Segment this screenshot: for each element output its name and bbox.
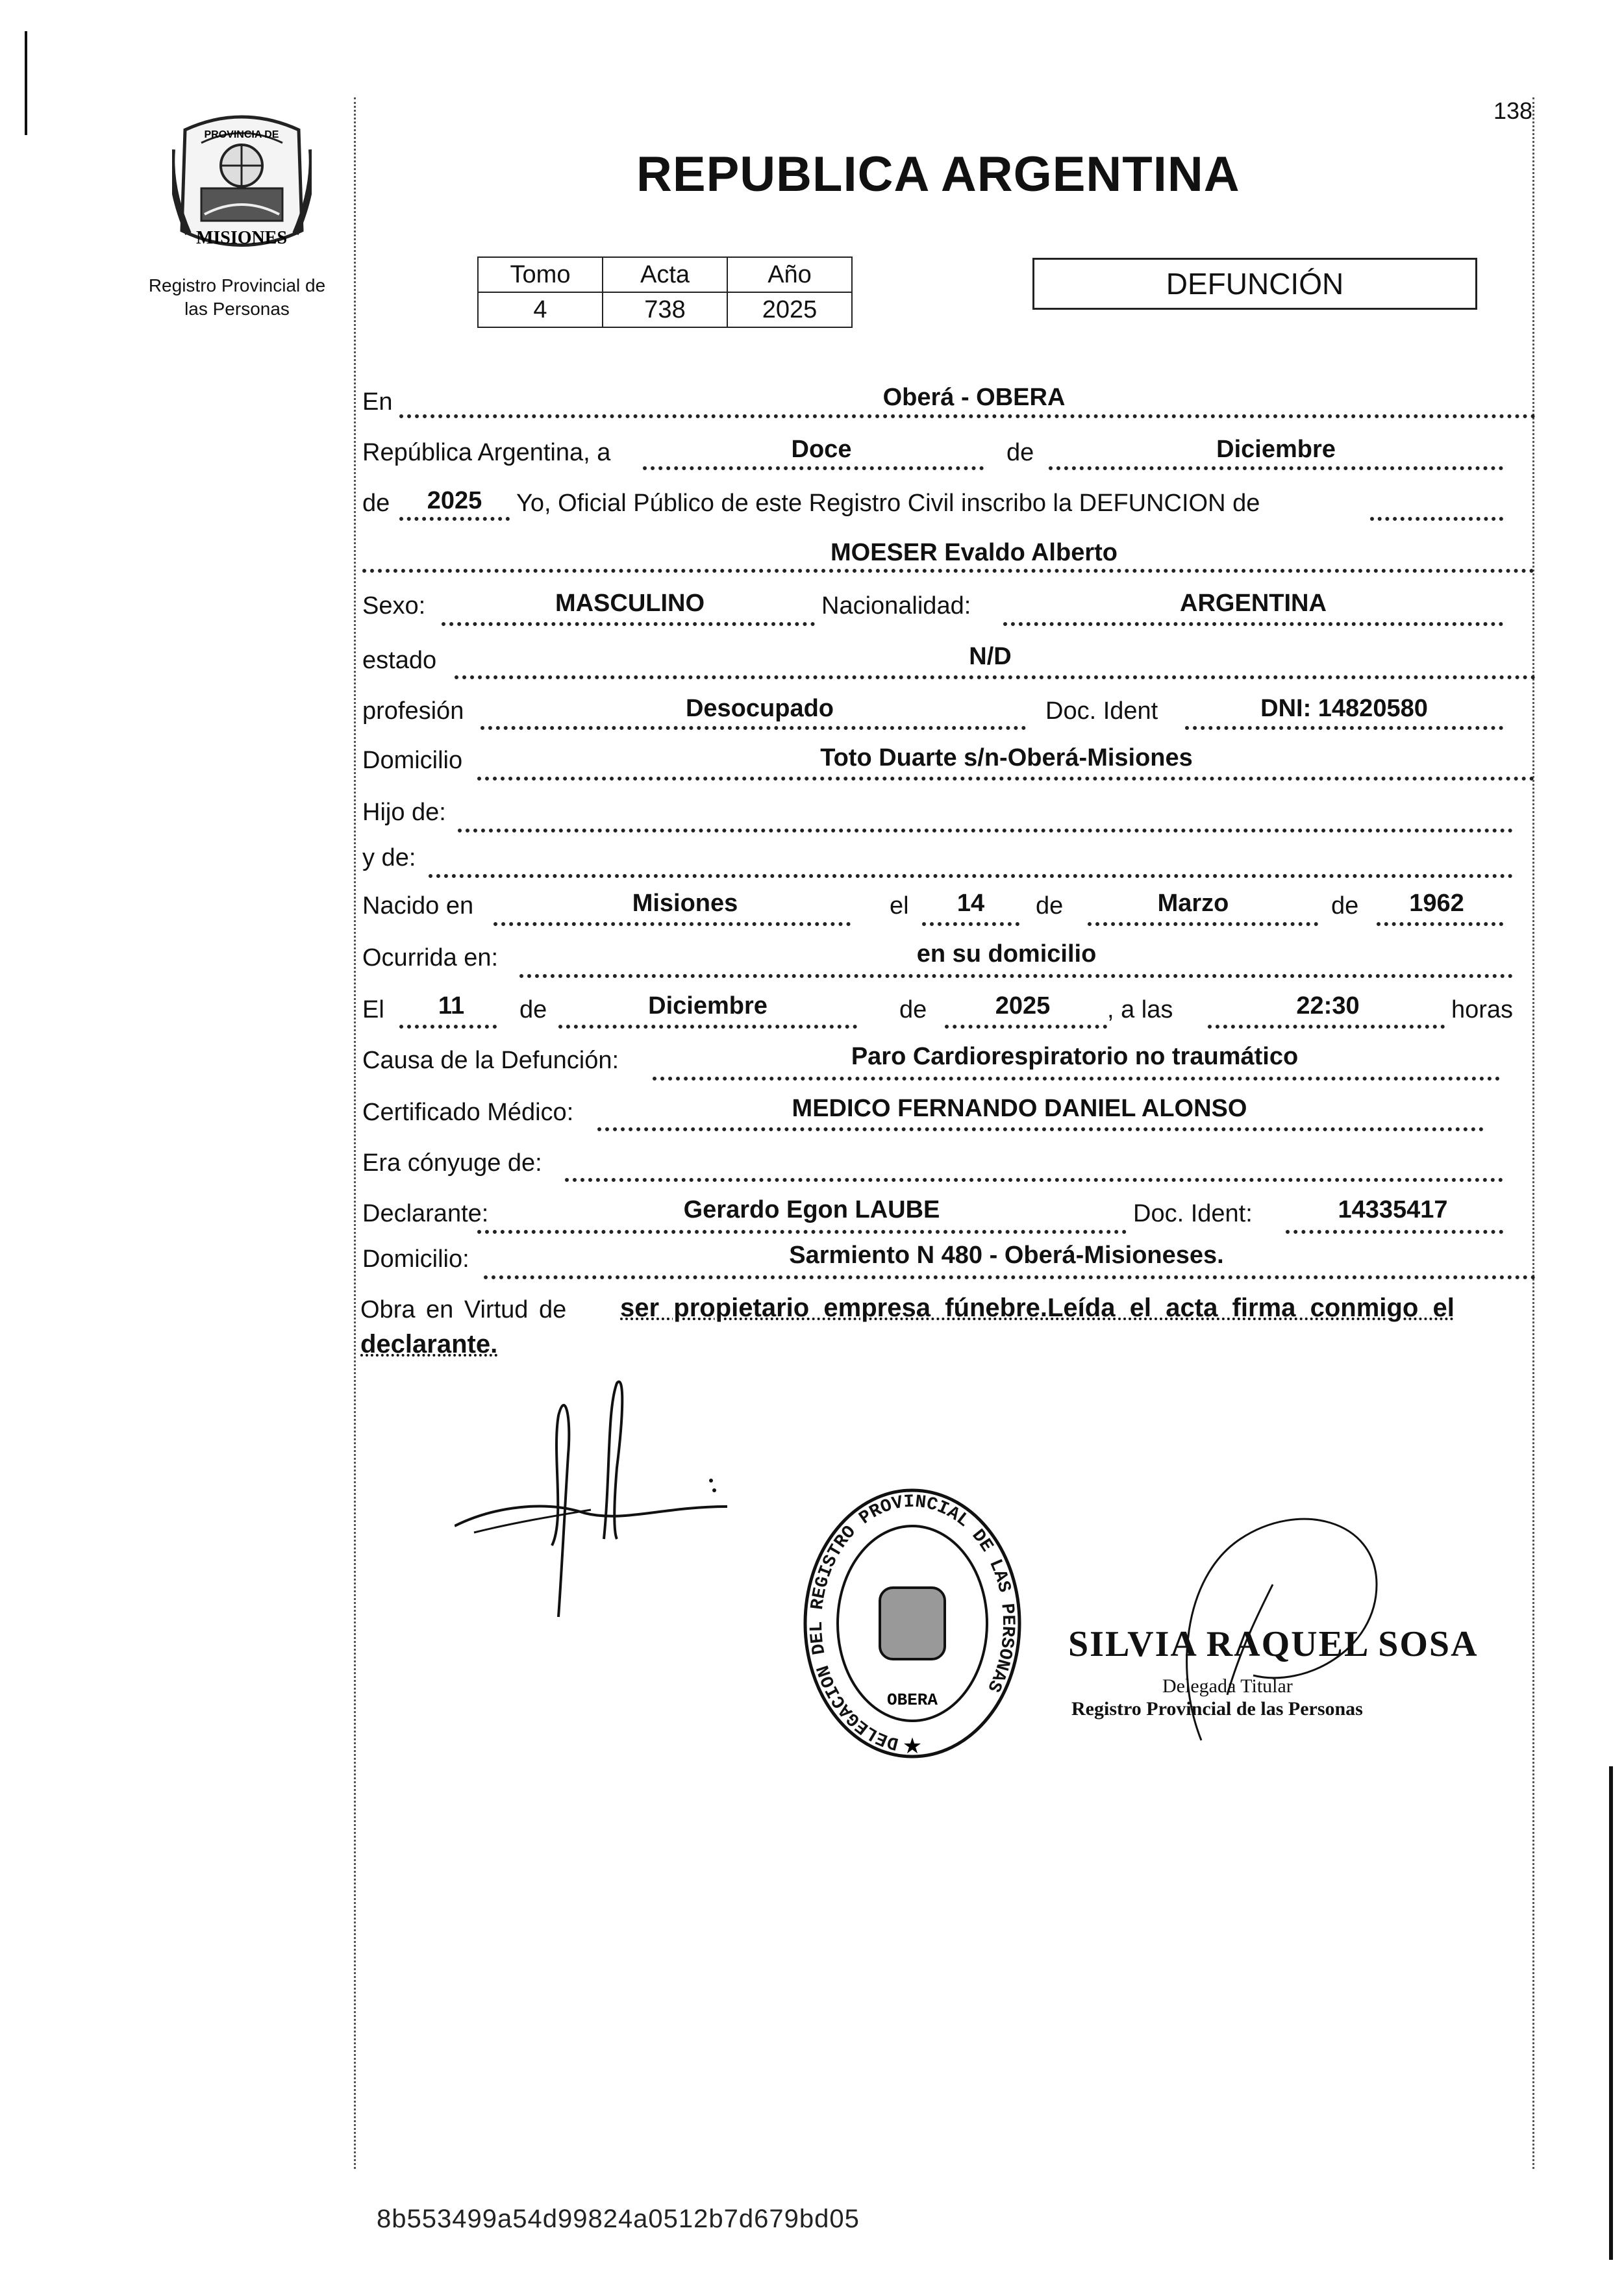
hijo-label: Hijo de:: [362, 799, 446, 826]
de-label: de: [1006, 439, 1034, 466]
nacionalidad-value: ARGENTINA: [1180, 590, 1327, 617]
birth-year-value: 1962: [1409, 890, 1464, 917]
death-day-line: [399, 1025, 497, 1029]
death-month-value: Diciembre: [648, 992, 768, 1020]
day-line: [643, 466, 984, 470]
obra-label: Obra en Virtud de: [360, 1296, 567, 1323]
declarante-doc-value: 14335417: [1338, 1196, 1448, 1223]
official-stamp: [799, 1474, 1026, 1773]
estado-line: [455, 675, 1536, 679]
birth-year-line: [1377, 922, 1503, 926]
ano-value: 2025: [727, 292, 852, 327]
obra-line2-value: declarante.: [360, 1330, 498, 1358]
sexo-value: MASCULINO: [555, 590, 705, 617]
registry-caption-line1: Registro Provincial de: [148, 275, 326, 295]
scan-edge-line: [1609, 1766, 1613, 2260]
doc-ident-label: Doc. Ident: [1045, 697, 1158, 725]
doc-ident2-label: Doc. Ident:: [1133, 1200, 1253, 1227]
y-de-label: y de:: [362, 844, 416, 871]
hijo-line: [458, 829, 1513, 832]
sexo-line: [442, 622, 815, 626]
estado-value: N/D: [969, 643, 1012, 670]
month-line: [1049, 466, 1503, 470]
domicilio-label: Domicilio: [362, 747, 463, 774]
left-margin-rule: [354, 97, 356, 2169]
ocurrida-value: en su domicilio: [916, 940, 1097, 968]
domicilio-value: Toto Duarte s/n-Oberá-Misiones: [820, 744, 1193, 771]
tomo-value: 4: [478, 292, 603, 327]
doc-ident-value: DNI: 14820580: [1260, 695, 1428, 722]
official-text: Yo, Oficial Público de este Registro Civil inscribo la DEFUNCION de: [516, 490, 1260, 517]
declarante-label: Declarante:: [362, 1200, 489, 1227]
conyuge-label: Era cónyuge de:: [362, 1149, 542, 1177]
certificado-value: MEDICO FERNANDO DANIEL ALONSO: [792, 1095, 1247, 1122]
deceased-name-value: MOESER Evaldo Alberto: [831, 539, 1118, 566]
sexo-label: Sexo:: [362, 592, 426, 620]
declarante-doc-line: [1286, 1230, 1503, 1234]
record-table-header: Tomo: [478, 257, 603, 292]
day-word-value: Doce: [791, 436, 852, 463]
record-table: [477, 257, 853, 328]
birth-month-line: [1088, 922, 1318, 926]
registry-caption: [140, 274, 334, 321]
ocurrida-label: Ocurrida en:: [362, 944, 499, 971]
domicilio-line: [477, 777, 1534, 781]
birth-month-value: Marzo: [1157, 890, 1229, 917]
birth-day-value: 14: [956, 890, 985, 917]
de-label: de: [1036, 892, 1064, 920]
nacido-en-value: Misiones: [632, 890, 738, 917]
death-year-value: 2025: [995, 992, 1051, 1020]
scan-edge-line: [25, 31, 27, 135]
death-day-value: 11: [438, 992, 465, 1020]
a-las-label: , a las: [1107, 996, 1173, 1023]
record-table-value-row: [478, 292, 852, 327]
stamp-ring-text: DELEGACION DEL REGISTRO PROVINCIAL DE LAS PERSONAS: [806, 1492, 1018, 1753]
certificado-line: [597, 1127, 1484, 1131]
horas-label: horas: [1451, 996, 1514, 1023]
de-label: de: [519, 996, 547, 1023]
page-number: 138: [1493, 97, 1533, 124]
record-type-box: [1032, 258, 1477, 310]
declarante-line: [477, 1230, 1127, 1234]
registry-caption-line2: las Personas: [184, 299, 290, 319]
birth-day-line: [922, 922, 1019, 926]
death-month-line: [558, 1025, 857, 1029]
de-label: de: [1331, 892, 1359, 920]
month-word-value: Diciembre: [1216, 436, 1336, 463]
obra-line1-value: ser propietario empresa fúnebre.Leída el acta firma conmigo el: [620, 1294, 1455, 1322]
acta-value: 738: [603, 292, 727, 327]
conyuge-line: [565, 1178, 1503, 1182]
delegate-name: SILVIA RAQUEL SOSA: [1068, 1624, 1479, 1664]
document-hash: 8b553499a54d99824a0512b7d679bd05: [377, 2205, 860, 2233]
official-line: [1370, 517, 1503, 521]
right-margin-rule: [1532, 97, 1534, 2169]
nacido-label: Nacido en: [362, 892, 474, 920]
logo-bottom-text: MISIONES: [195, 228, 288, 248]
ocurrida-line: [519, 974, 1513, 978]
republica-label: República Argentina, a: [362, 439, 611, 466]
causa-line: [653, 1077, 1500, 1081]
causa-label: Causa de la Defunción:: [362, 1047, 619, 1074]
nacionalidad-line: [1003, 622, 1503, 626]
de-label: de: [362, 490, 390, 517]
record-type: DEFUNCIÓN: [1166, 267, 1344, 301]
death-time-value: 22:30: [1296, 992, 1360, 1020]
logo-top-text: PROVINCIA DE: [204, 129, 279, 140]
el-cap-label: El: [362, 996, 384, 1023]
delegate-registry: Registro Provincial de las Personas: [1071, 1698, 1363, 1720]
declarant-signature: [455, 1377, 747, 1623]
stamp-city: OBERA: [886, 1690, 938, 1710]
domicilio2-line: [484, 1275, 1536, 1279]
year-value: 2025: [427, 487, 482, 514]
profesion-value: Desocupado: [685, 695, 834, 722]
place-value: Oberá - OBERA: [882, 384, 1066, 411]
declarante-value: Gerardo Egon LAUBE: [683, 1196, 940, 1223]
causa-value: Paro Cardiorespiratorio no traumático: [851, 1043, 1299, 1070]
death-year-line: [945, 1025, 1107, 1029]
profesion-line: [481, 726, 1026, 730]
nacido-line: [493, 922, 851, 926]
delegate-role: Delegada Titular: [1162, 1675, 1293, 1697]
death-time-line: [1208, 1025, 1445, 1029]
province-coat-of-arms: [172, 110, 312, 257]
domicilio2-label: Domicilio:: [362, 1245, 469, 1273]
year-line: [399, 517, 510, 521]
certificado-label: Certificado Médico:: [362, 1099, 574, 1126]
declarante-domicilio-value: Sarmiento N 480 - Oberá-Misioneses.: [789, 1242, 1224, 1269]
record-table-header: Acta: [603, 257, 727, 292]
profesion-label: profesión: [362, 697, 464, 725]
record-table-header: Año: [727, 257, 852, 292]
y-de-line: [429, 874, 1513, 878]
el-label: el: [890, 892, 909, 920]
nacionalidad-label: Nacionalidad:: [821, 592, 971, 620]
star-icon: ★: [902, 1733, 923, 1759]
de-label: de: [899, 996, 927, 1023]
document-title: REPUBLICA ARGENTINA: [636, 147, 1240, 202]
deceased-name-line: [362, 569, 1534, 573]
estado-label: estado: [362, 647, 437, 674]
en-label: En: [362, 388, 393, 416]
doc-ident-line: [1185, 726, 1503, 730]
place-line: [399, 414, 1536, 418]
record-table-header-row: [478, 257, 852, 292]
